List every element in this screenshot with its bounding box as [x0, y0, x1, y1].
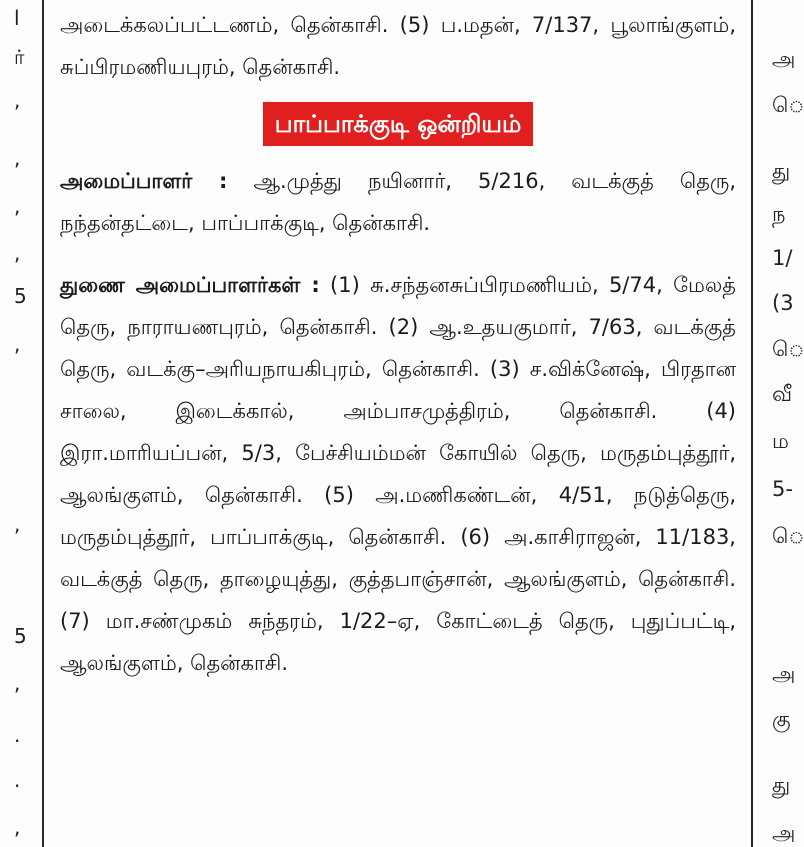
organiser-label: அமைப்பாளர் : [60, 169, 228, 193]
right-column-rule [751, 0, 753, 847]
right-margin-fragment-13: து [772, 773, 791, 797]
deputies-paragraph [60, 264, 736, 684]
right-margin-fragment-0: அ [772, 47, 796, 71]
section-heading-wrap [60, 102, 736, 146]
deputies-label: துணை அமைப்பாளர்கள் : [60, 273, 320, 297]
right-margin-fragment-1: ெ [772, 93, 804, 117]
left-margin-fragment-10: , [14, 671, 21, 695]
right-margin-fragment-12: கு [772, 707, 791, 731]
left-column-rule [42, 0, 44, 847]
left-margin-fragment-12: . [14, 768, 21, 792]
left-margin-fragment-13: , [14, 815, 21, 839]
main-column [60, 0, 736, 847]
organiser-paragraph [60, 160, 736, 244]
left-margin-fragment-6: 5 [14, 284, 27, 308]
right-margin-fragment-10: ெ [772, 524, 804, 548]
left-margin-fragment-8: , [14, 512, 21, 536]
left-margin-fragment-1: ர் [14, 45, 25, 69]
left-margin-fragment-0: l [14, 6, 20, 30]
deputies-text: (1) சு.சந்தனசுப்பிரமணியம், 5/74, மேலத் தெரு, நாராயணபுரம், தென்காசி. (2) ஆ.உதயகுமார், 7/63, வடக்குத் தெரு, வடக்கு–அரியநாயகிபுரம், தென்காசி. (3) ச.விக்னேஷ், பிரதான சாலை, இடைக்கால், அம்பாசமுத்திரம், தென்காசி. (4) இரா.மாரியப்பன், 5/3, பேச்சியம்மன் கோயில் தெரு, மருதம்புத்தூர், ஆலங்குளம், தென்காசி. (5) அ.மணிகண்டன், 4/51, நடுத்தெரு, மருதம்புத்தூர், பாப்பாக்குடி, தென்காசி. (6) அ.காசிராஜன், 11/183, வடக்குத் தெரு, தாழையுத்து, குத்தபாஞ்சான், ஆலங்குளம், தென்காசி. (7) மா.சண்முகம் சுந்தரம், 1/22–ஏ, கோட்டைத் தெரு, புதுப்பட்டி, ஆலங்குளம், தென்காசி. [60, 273, 736, 675]
right-margin-fragment-2: து [772, 159, 791, 183]
right-margin-fragment-14: அ [772, 821, 796, 845]
left-margin-fragment-9: 5 [14, 624, 27, 648]
left-margin-fragment-2: , [14, 88, 21, 112]
right-margin-fragment-4: 1/ [772, 246, 793, 270]
right-margin-fragment-6: ெ [772, 337, 804, 361]
organiser-text: ஆ.முத்து நயினார், 5/216, வடக்குத் தெரு, நந்தன்தட்டை, பாப்பாக்குடி, தென்காசி. [60, 169, 737, 235]
section-heading: பாப்பாக்குடி ஒன்றியம் [263, 102, 534, 146]
right-margin-fragment-5: (3 [772, 291, 794, 315]
previous-section-paragraph: அடைக்கலப்பட்டணம், தென்காசி. (5) ப.மதன், 7/137, பூலாங்குளம், சுப்பிரமணியபுரம், தென்காசி. [60, 13, 736, 79]
right-margin-fragment-3: ந [772, 202, 786, 226]
right-margin-fragment-7: வீ [772, 382, 793, 406]
right-margin-fragment-11: அ [772, 662, 796, 686]
left-margin-fragment-5: , [14, 241, 21, 265]
left-column-fragment [0, 0, 40, 847]
left-margin-fragment-4: , [14, 194, 21, 218]
left-margin-fragment-7: , [14, 332, 21, 356]
left-margin-fragment-11: . [14, 723, 21, 747]
right-margin-fragment-9: 5- [772, 477, 793, 501]
right-column-fragment [754, 0, 804, 847]
right-margin-fragment-8: ம [772, 429, 789, 453]
left-margin-fragment-3: , [14, 146, 21, 170]
